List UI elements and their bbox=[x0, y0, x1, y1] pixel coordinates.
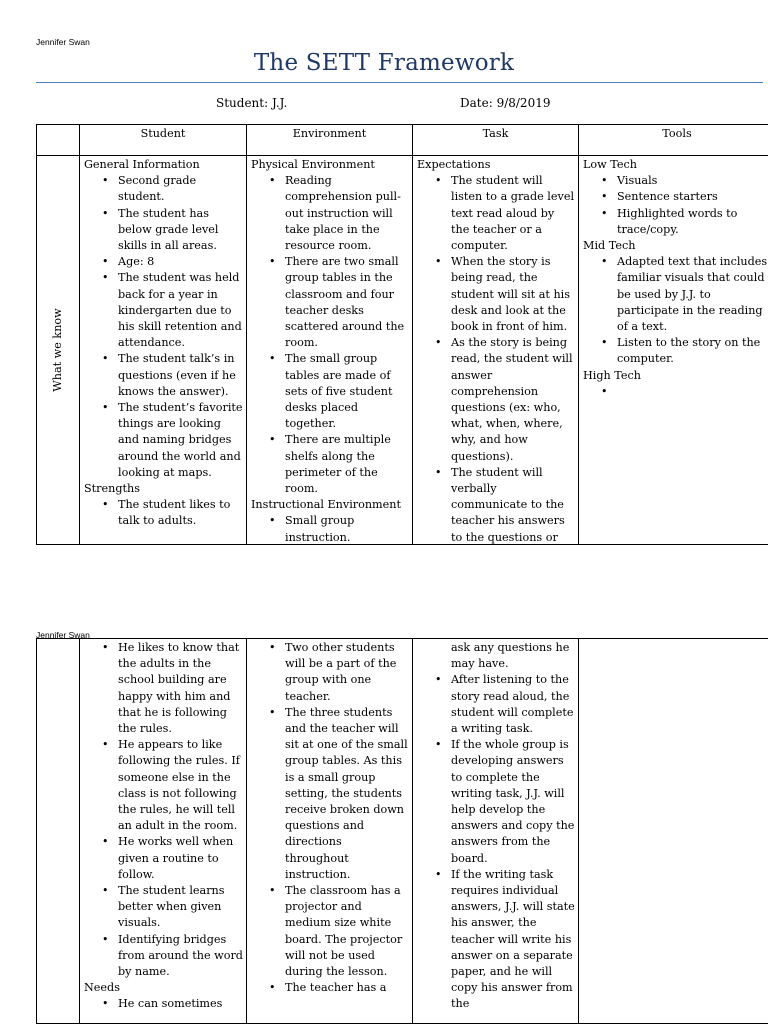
environment-cell bbox=[247, 156, 413, 545]
list-item: • He can sometimes bbox=[118, 996, 243, 1012]
header-task: Task bbox=[413, 125, 579, 156]
bullet-list bbox=[84, 640, 243, 980]
list-item: • The three students and the teacher will sit at one of the small group tables. As this is a small group setting, the students receive broken down questions and directions throughout instruction. bbox=[285, 705, 409, 883]
list-item: • Second grade student. bbox=[118, 173, 243, 205]
list-item: • If the whole group is developing answers to complete the writing task, J.J. will help develop the answers and copy the answers from the board. bbox=[451, 737, 575, 867]
list-item: • When the story is being read, the student will sit at his desk and look at the book in front of him. bbox=[451, 254, 575, 335]
list-item: • The small group tables are made of sets of five student desks placed together. bbox=[285, 351, 409, 432]
bullet-list bbox=[417, 672, 575, 1012]
bullet-list bbox=[583, 254, 768, 367]
author-header: Jennifer Swan bbox=[36, 630, 90, 640]
bullet-list bbox=[417, 173, 575, 544]
list-item: • Sentence starters bbox=[617, 189, 768, 205]
date-label: Date: bbox=[460, 96, 493, 110]
table-row-continued bbox=[37, 639, 768, 1024]
list-item: • He appears to like following the rules. If someone else in the class is not following the rules, he will tell an adult in the room. bbox=[118, 737, 243, 834]
sett-table bbox=[36, 124, 768, 545]
tools-cell bbox=[579, 156, 768, 545]
student-label: Student: bbox=[216, 96, 269, 110]
bullet-list bbox=[583, 384, 768, 400]
list-item: • The student will verbally communicate to the teacher his answers to the questions or bbox=[451, 465, 575, 544]
list-item: • He likes to know that the adults in the school building are happy with him and that he is following the rules. bbox=[118, 640, 243, 737]
list-item: • If the writing task requires individual answers, J.J. will state his answer, the teacher will write his answer on a separate paper, and he will copy his answer from the bbox=[451, 867, 575, 1013]
list-item: • The classroom has a projector and medium size white board. The projector will not be used during the lesson. bbox=[285, 883, 409, 980]
student-cell bbox=[80, 156, 247, 545]
section-heading: Mid Tech bbox=[583, 239, 636, 253]
task-cell bbox=[413, 156, 579, 545]
list-item: • Small group instruction. bbox=[285, 513, 409, 544]
tools-cell bbox=[579, 639, 768, 1024]
section-heading: Needs bbox=[84, 981, 120, 995]
date-field bbox=[460, 96, 550, 110]
section-heading: Physical Environment bbox=[251, 158, 375, 171]
corner-cell bbox=[37, 125, 80, 156]
title-divider bbox=[36, 82, 763, 83]
section-heading: Low Tech bbox=[583, 158, 637, 171]
section-heading: Instructional Environment bbox=[251, 498, 401, 512]
task-cell bbox=[413, 639, 579, 1024]
list-item: • The student has below grade level skills in all areas. bbox=[118, 206, 243, 255]
student-field bbox=[216, 96, 287, 110]
list-item: • Highlighted words to trace/copy. bbox=[617, 206, 768, 238]
bullet-list bbox=[251, 513, 409, 544]
table-header-row bbox=[37, 125, 768, 156]
list-item: • The student learns better when given visuals. bbox=[118, 883, 243, 932]
list-item: • After listening to the story read aloud, the student will complete a writing task. bbox=[451, 672, 575, 737]
list-item: • Adapted text that includes familiar visuals that could be used by J.J. to participate in the reading of a text. bbox=[617, 254, 768, 335]
row-label: What we know bbox=[50, 308, 64, 392]
list-item: • Identifying bridges from around the word by name. bbox=[118, 932, 243, 981]
bullet-list bbox=[84, 173, 243, 481]
section-heading: High Tech bbox=[583, 368, 641, 382]
date-value: 9/8/2019 bbox=[496, 96, 551, 110]
list-item: • The student talk’s in questions (even if he knows the answer). bbox=[118, 351, 243, 400]
author-header: Jennifer Swan bbox=[36, 37, 90, 47]
table-row-what-we-know bbox=[37, 156, 768, 545]
header-tools: Tools bbox=[579, 125, 768, 156]
row-header-cell bbox=[37, 639, 80, 1024]
list-item: • Two other students will be a part of the group with one teacher. bbox=[285, 640, 409, 705]
list-item: • As the story is being read, the student will answer comprehension questions (ex: who, what, when, where, why, and how questions). bbox=[451, 335, 575, 465]
list-item: • The student’s favorite things are looking and naming bridges around the world and looking at maps. bbox=[118, 400, 243, 481]
list-item: • There are two small group tables in the classroom and four teacher desks scattered around the room. bbox=[285, 254, 409, 351]
page-break bbox=[0, 590, 768, 620]
bullet-list bbox=[84, 497, 243, 529]
page-2 bbox=[0, 620, 768, 1024]
section-heading: Strengths bbox=[84, 482, 140, 496]
list-item: • There are multiple shelfs along the perimeter of the room. bbox=[285, 432, 409, 497]
header-environment: Environment bbox=[247, 125, 413, 156]
student-value: J.J. bbox=[271, 96, 288, 110]
environment-cell bbox=[247, 639, 413, 1024]
list-item-empty bbox=[617, 384, 768, 400]
document-title: The SETT Framework bbox=[253, 50, 515, 76]
bullet-list bbox=[84, 996, 243, 1012]
list-item: • Listen to the story on the computer. bbox=[617, 335, 768, 367]
row-header-cell bbox=[37, 156, 80, 545]
bullet-list bbox=[583, 173, 768, 238]
list-item: • Reading comprehension pull-out instruction will take place in the resource room. bbox=[285, 173, 409, 254]
student-cell bbox=[80, 639, 247, 1024]
list-item: • The student will listen to a grade level text read aloud by the teacher or a computer. bbox=[451, 173, 575, 254]
list-item: • Age: 8 bbox=[118, 254, 243, 270]
header-student: Student bbox=[80, 125, 247, 156]
continued-text: ask any questions he may have. bbox=[451, 641, 570, 671]
bullet-list bbox=[251, 173, 409, 497]
section-heading: Expectations bbox=[417, 158, 491, 171]
list-item: • The student was held back for a year in kindergarten due to his skill retention and attendance. bbox=[118, 270, 243, 351]
list-item: • Visuals bbox=[617, 173, 768, 189]
section-heading: General Information bbox=[84, 158, 200, 171]
list-item: • The student likes to talk to adults. bbox=[118, 497, 243, 529]
sett-table-continued bbox=[36, 638, 768, 1024]
list-item: • He works well when given a routine to follow. bbox=[118, 834, 243, 883]
list-item: • The teacher has a bbox=[285, 980, 409, 996]
bullet-list bbox=[251, 640, 409, 996]
